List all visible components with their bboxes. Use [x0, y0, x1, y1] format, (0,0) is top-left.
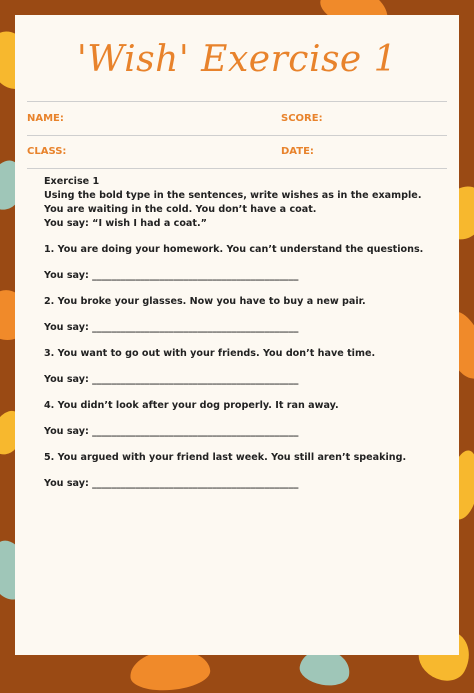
page-title: 'Wish' Exercise 1: [76, 39, 398, 80]
example-answer: You say: “I wish I had a coat.”: [44, 218, 207, 229]
divider: [27, 101, 447, 102]
answer-blank: ___________________________________________: [92, 374, 299, 385]
question-5: 5. You argued with your friend last week. You still aren’t speaking.: [44, 452, 407, 463]
answer-prefix: You say:: [44, 270, 93, 281]
name-label: NAME:: [27, 113, 64, 124]
answer-prefix: You say:: [44, 426, 93, 437]
divider: [27, 135, 447, 136]
question-1: 1. You are doing your homework. You can’t understand the questions.: [44, 244, 424, 255]
question-3: 3. You want to go out with your friends. You don’t have time.: [44, 348, 376, 359]
date-label: DATE:: [281, 146, 314, 157]
answer-line-4[interactable]: [44, 425, 424, 439]
name-score-row: [27, 113, 447, 133]
answer-line-3[interactable]: [44, 373, 424, 387]
class-date-row: [27, 146, 447, 166]
answer-line-2[interactable]: [44, 321, 424, 335]
class-label: CLASS:: [27, 146, 67, 157]
answer-blank: ___________________________________________: [92, 322, 299, 333]
divider: [27, 168, 447, 169]
question-4: 4. You didn’t look after your dog properly. It ran away.: [44, 400, 339, 411]
answer-prefix: You say:: [44, 478, 93, 489]
answer-line-1[interactable]: [44, 269, 424, 283]
exercise-heading: Exercise 1: [44, 176, 100, 187]
answer-line-5[interactable]: [44, 477, 424, 491]
example-situation: You are waiting in the cold. You don’t have a coat.: [44, 204, 317, 215]
exercise-body: [44, 175, 424, 491]
answer-blank: ___________________________________________: [92, 478, 299, 489]
answer-prefix: You say:: [44, 374, 93, 385]
question-2: 2. You broke your glasses. Now you have to buy a new pair.: [44, 296, 366, 307]
answer-prefix: You say:: [44, 322, 93, 333]
answer-blank: ___________________________________________: [92, 270, 299, 281]
score-label: SCORE:: [281, 113, 323, 124]
answer-blank: ___________________________________________: [92, 426, 299, 437]
exercise-instruction: Using the bold type in the sentences, write wishes as in the example.: [44, 190, 422, 201]
